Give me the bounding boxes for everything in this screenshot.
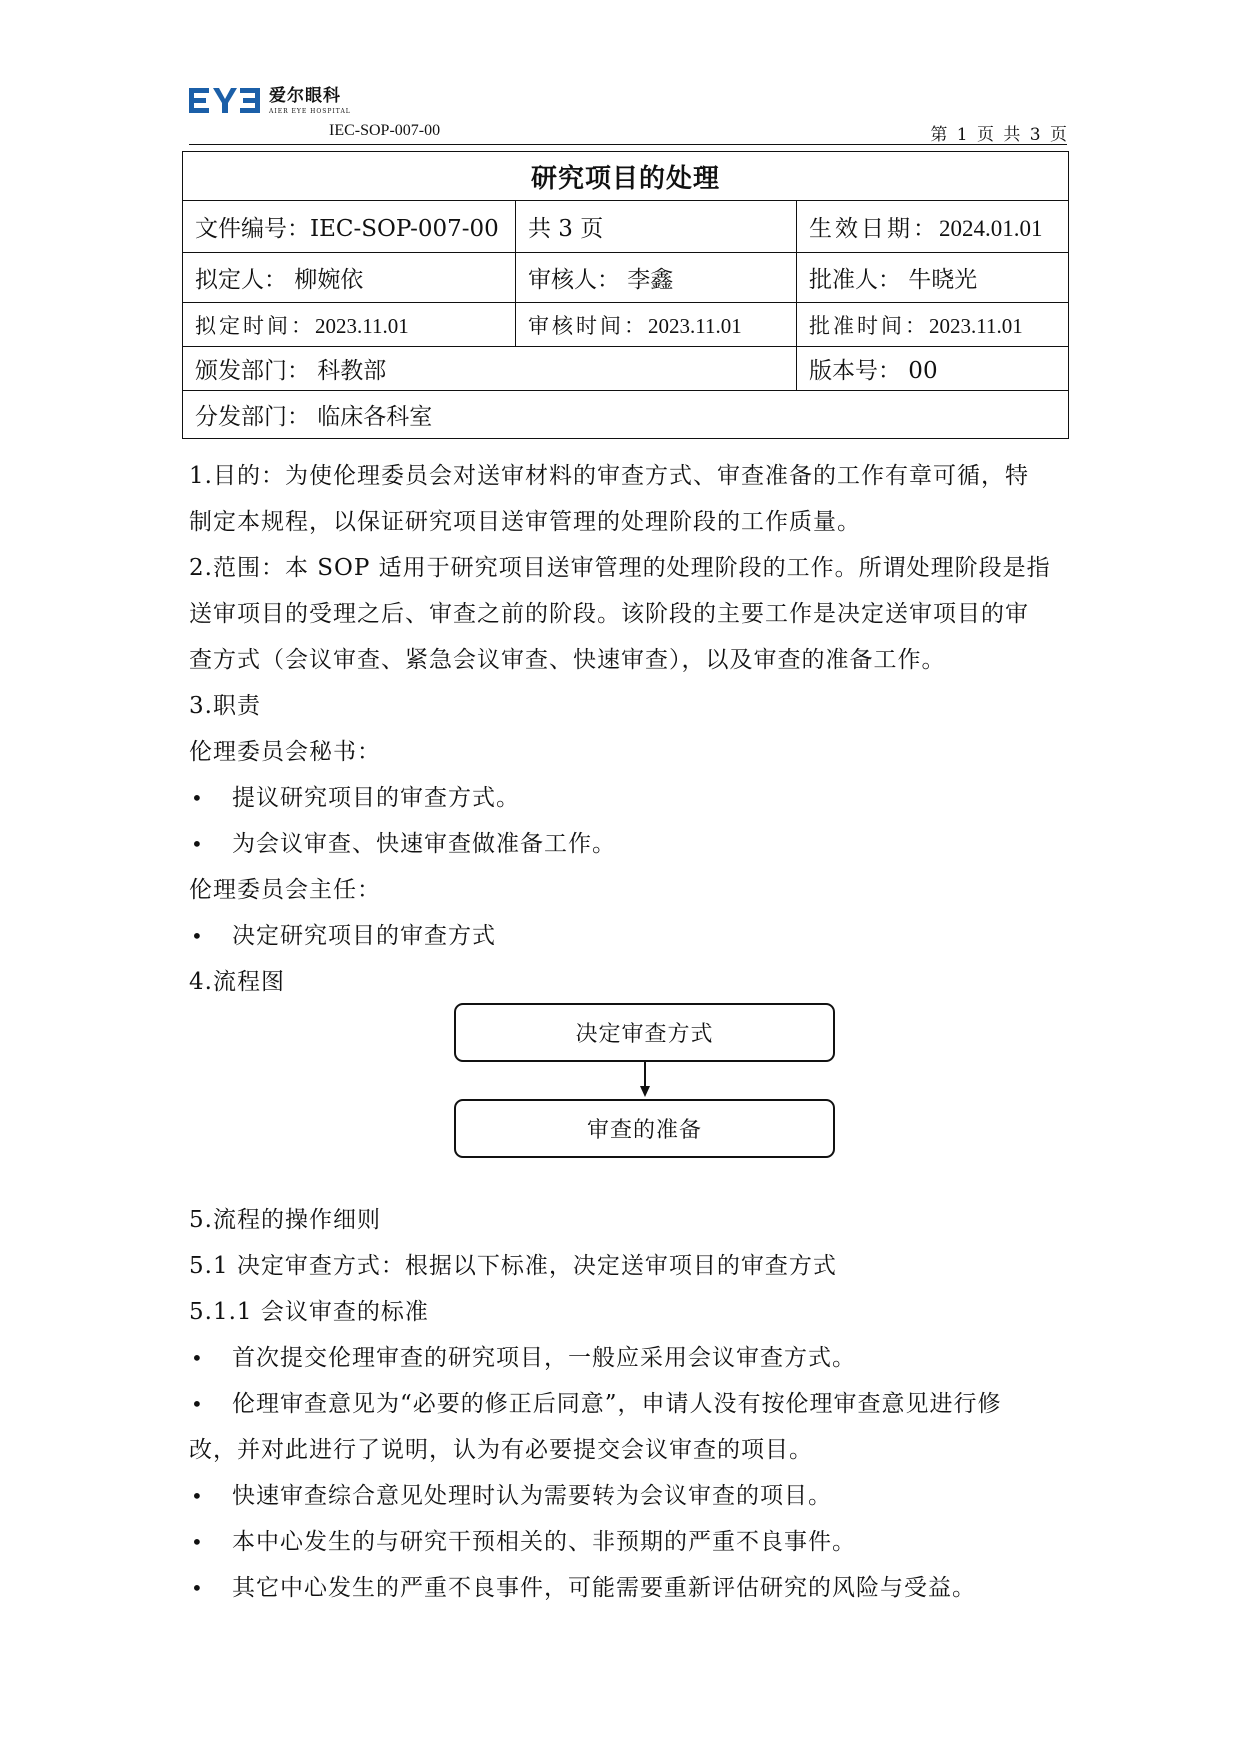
criterion-3: • 快速审查综合意见处理时认为需要转为会议审查的项目。 — [189, 1473, 1069, 1519]
secretary-heading: 伦理委员会秘书： — [189, 739, 381, 765]
document-body-continued — [189, 1197, 1069, 1611]
aier-eye-logo — [189, 86, 351, 126]
distribution-department: 分发部门： 临床各科室 — [183, 391, 1069, 439]
approve-time-label: 批准时间： — [809, 313, 929, 338]
document-body — [189, 453, 1069, 1005]
process-flowchart — [454, 1003, 835, 1157]
director-heading: 伦理委员会主任： — [189, 877, 381, 903]
version-number: 版本号： 00 — [797, 347, 1069, 391]
draft-time-value: 2023.11.01 — [315, 313, 409, 338]
effective-date-value: 2024.01.01 — [939, 216, 1043, 241]
criterion-5: • 其它中心发生的严重不良事件，可能需要重新评估研究的风险与受益。 — [189, 1565, 1069, 1611]
scope-line-3: 查方式（会议审查、紧急会议审查、快速审查），以及审查的准备工作。 — [189, 647, 946, 673]
draft-time — [183, 303, 516, 347]
procedure-heading: 5.流程的操作细则 — [189, 1207, 381, 1233]
review-time-value: 2023.11.01 — [648, 313, 742, 338]
criterion-4: • 本中心发生的与研究干预相关的、非预期的严重不良事件。 — [189, 1519, 1069, 1565]
header-divider — [189, 144, 1067, 145]
scope-line-2: 送审项目的受理之后、审查之前的阶段。该阶段的主要工作是决定送审项目的审 — [189, 601, 1029, 627]
approve-time — [797, 303, 1069, 347]
responsibilities-heading: 3.职责 — [189, 693, 261, 719]
scope-line-1: 2.范围：本 SOP 适用于研究项目送审管理的处理阶段的工作。所谓处理阶段是指 — [189, 555, 1051, 581]
secretary-duty-2: • 为会议审查、快速审查做准备工作。 — [189, 821, 1069, 867]
logo-chinese-text: 爱尔眼科 — [269, 86, 341, 106]
reviewer: 审核人： 李鑫 — [516, 253, 797, 303]
file-number: 文件编号：IEC-SOP-007-00 — [183, 201, 516, 253]
eye-logo-mark-icon — [189, 86, 261, 116]
section-5-1-1: 5.1.1 会议审查的标准 — [189, 1299, 429, 1325]
approver: 批准人： 牛晓光 — [797, 253, 1069, 303]
review-time — [516, 303, 797, 347]
effective-date — [797, 201, 1069, 253]
flowchart-heading: 4.流程图 — [189, 969, 285, 995]
page-header — [189, 82, 1067, 145]
purpose-line-1: 1.目的：为使伦理委员会对送审材料的审查方式、审查准备的工作有章可循，特 — [189, 463, 1029, 489]
document-title: 研究项目的处理 — [183, 152, 1069, 201]
director-duty-1: • 决定研究项目的审查方式 — [189, 913, 1069, 959]
drafter: 拟定人： 柳婉依 — [183, 253, 516, 303]
criterion-2-line-1: • 伦理审查意见为“必要的修正后同意”，申请人没有按伦理审查意见进行修 — [189, 1381, 1069, 1427]
document-info-table — [182, 151, 1069, 439]
section-5-1: 5.1 决定审查方式：根据以下标准，决定送审项目的审查方式 — [189, 1253, 837, 1279]
page-count: 共 3 页 — [516, 201, 797, 253]
effective-date-label: 生效日期： — [809, 216, 939, 242]
page-number: 第 1 页 共 3 页 — [930, 125, 1067, 145]
criterion-1: • 首次提交伦理审查的研究项目，一般应采用会议审查方式。 — [189, 1335, 1069, 1381]
criterion-2-line-2: 改，并对此进行了说明，认为有必要提交会议审查的项目。 — [189, 1437, 813, 1463]
secretary-duty-1: • 提议研究项目的审查方式。 — [189, 775, 1069, 821]
flow-arrow-icon — [640, 1062, 650, 1098]
approve-time-value: 2023.11.01 — [929, 313, 1023, 338]
draft-time-label: 拟定时间： — [195, 313, 315, 338]
document-code: IEC-SOP-007-00 — [329, 122, 441, 139]
flow-step-decide: 决定审查方式 — [454, 1003, 835, 1062]
review-time-label: 审核时间： — [528, 313, 648, 338]
purpose-line-2: 制定本规程，以保证研究项目送审管理的处理阶段的工作质量。 — [189, 509, 861, 535]
issuing-department: 颁发部门： 科教部 — [183, 347, 797, 391]
logo-english-text: AIER EYE HOSPITAL — [269, 108, 351, 115]
flow-step-prepare: 审查的准备 — [454, 1099, 835, 1158]
